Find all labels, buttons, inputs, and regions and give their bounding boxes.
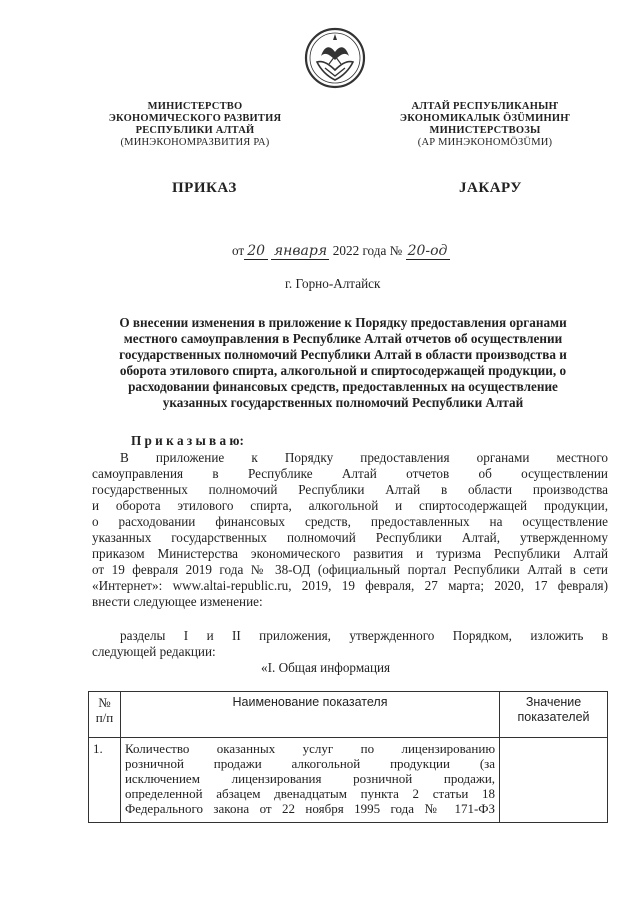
row-name-line: определенной абзацем двенадцатым пункта 2 статьи 18 [124,786,496,801]
col-header-value: Значение показателей [500,692,608,738]
body-line: и оборота этилового спирта, алкогольной и спиртосодержащей продукции, [92,498,608,513]
subject-line: государственных полномочий Республики Алтай в области производства и [119,347,567,362]
body-paragraph [92,450,608,610]
table-header-row [89,692,608,738]
header-right-line: МИНИСТЕРСТВОЗЫ [429,125,541,136]
doc-type-altai: ЈАКАРУ [459,180,522,196]
subject-line: оборота этилового спирта, алкогольной и спиртосодержащей продукции, о [119,363,567,378]
body-line: внести следующее изменение: [92,594,263,609]
sections-line: следующей редакции: [92,644,216,659]
date-month: января [271,243,329,260]
table-row [89,738,608,823]
body-line: «Интернет»: www.altai-republic.ru, 2019, 19 февраля, 27 марта; 2020, 17 февраля) [92,578,608,593]
row-name-line: Федерального закона от 22 ноября 1995 года № 171-ФЗ [124,801,496,816]
body-line: от 19 февраля 2019 года № 38-ОД (официальный портал Республики Алтай в сети [92,562,608,577]
order-number: 20-од [406,243,450,260]
row-num: 1. [89,738,121,823]
row-value [500,738,608,823]
date-day: 20 [244,243,268,260]
row-name-line: исключением лицензирования розничной продажи, [124,771,496,786]
body-line: В приложение к Порядку предоставления органами местного [120,450,608,465]
sections-paragraph [92,628,608,660]
header-left-line: РЕСПУБЛИКИ АЛТАЙ [135,125,255,136]
date-year: 2022 года № [332,243,403,258]
header-left-line: МИНИСТЕРСТВО [147,101,243,112]
header-right-line: (АР МИНЭКОНОМÖЗÜМИ) [417,137,553,148]
date-prefix: от [232,243,245,258]
ministry-name-russian [90,101,300,149]
subject-line: указанных государственных полномочий Республики Алтай [162,395,524,410]
doc-type-russian: ПРИКАЗ [172,180,237,196]
subject-line: О внесении изменения в приложение к Порядку предоставления органами [119,315,567,330]
body-line: самоуправления в Республике Алтай отчетов об осуществлении [92,466,608,481]
row-name-line: Количество оказанных услуг по лицензированию [124,741,496,756]
city: г. Горно-Алтайск [285,276,381,291]
body-line: о расходовании финансовых средств, предоставленных на осуществление [92,514,608,529]
header-right-line: ЭКОНОМИКАЛЫК ÖЗÜМИНИҤ [399,113,571,124]
subject-line: расходовании финансовых средств, предоставленных на осуществление [128,379,558,394]
body-line: указанных государственных полномочий Республики Алтай, утвержденному [92,530,608,545]
section-title: «I. Общая информация [261,660,391,675]
row-name [120,738,499,823]
order-word: П р и к а з ы в а ю: [131,433,244,448]
date-line [232,243,450,260]
header-left-line: (МИНЭКОНОМРАЗВИТИЯ РА) [120,137,270,148]
header-right-line: АЛТАЙ РЕСПУБЛИКАНЫҤ [411,101,559,112]
sections-line: разделы I и II приложения, утвержденного Порядком, изложить в [120,628,608,643]
body-line: государственных полномочий Республики Алтай в области производства [92,482,608,497]
body-line: приказом Министерства экономического развития и туризма Республики Алтай [92,546,608,561]
emblem-logo [303,26,367,90]
ministry-name-altai [380,101,590,149]
row-name-line: розничной продажи алкогольной продукции (за [124,756,496,771]
subject-block [78,315,608,411]
indicators-table [88,691,608,823]
header-left-line: ЭКОНОМИЧЕСКОГО РАЗВИТИЯ [108,113,282,124]
subject-line: местного самоуправления в Республике Алтай отчетов об осуществлении [123,331,563,346]
col-header-num: № п/п [89,692,121,738]
col-header-name: Наименование показателя [120,692,499,738]
